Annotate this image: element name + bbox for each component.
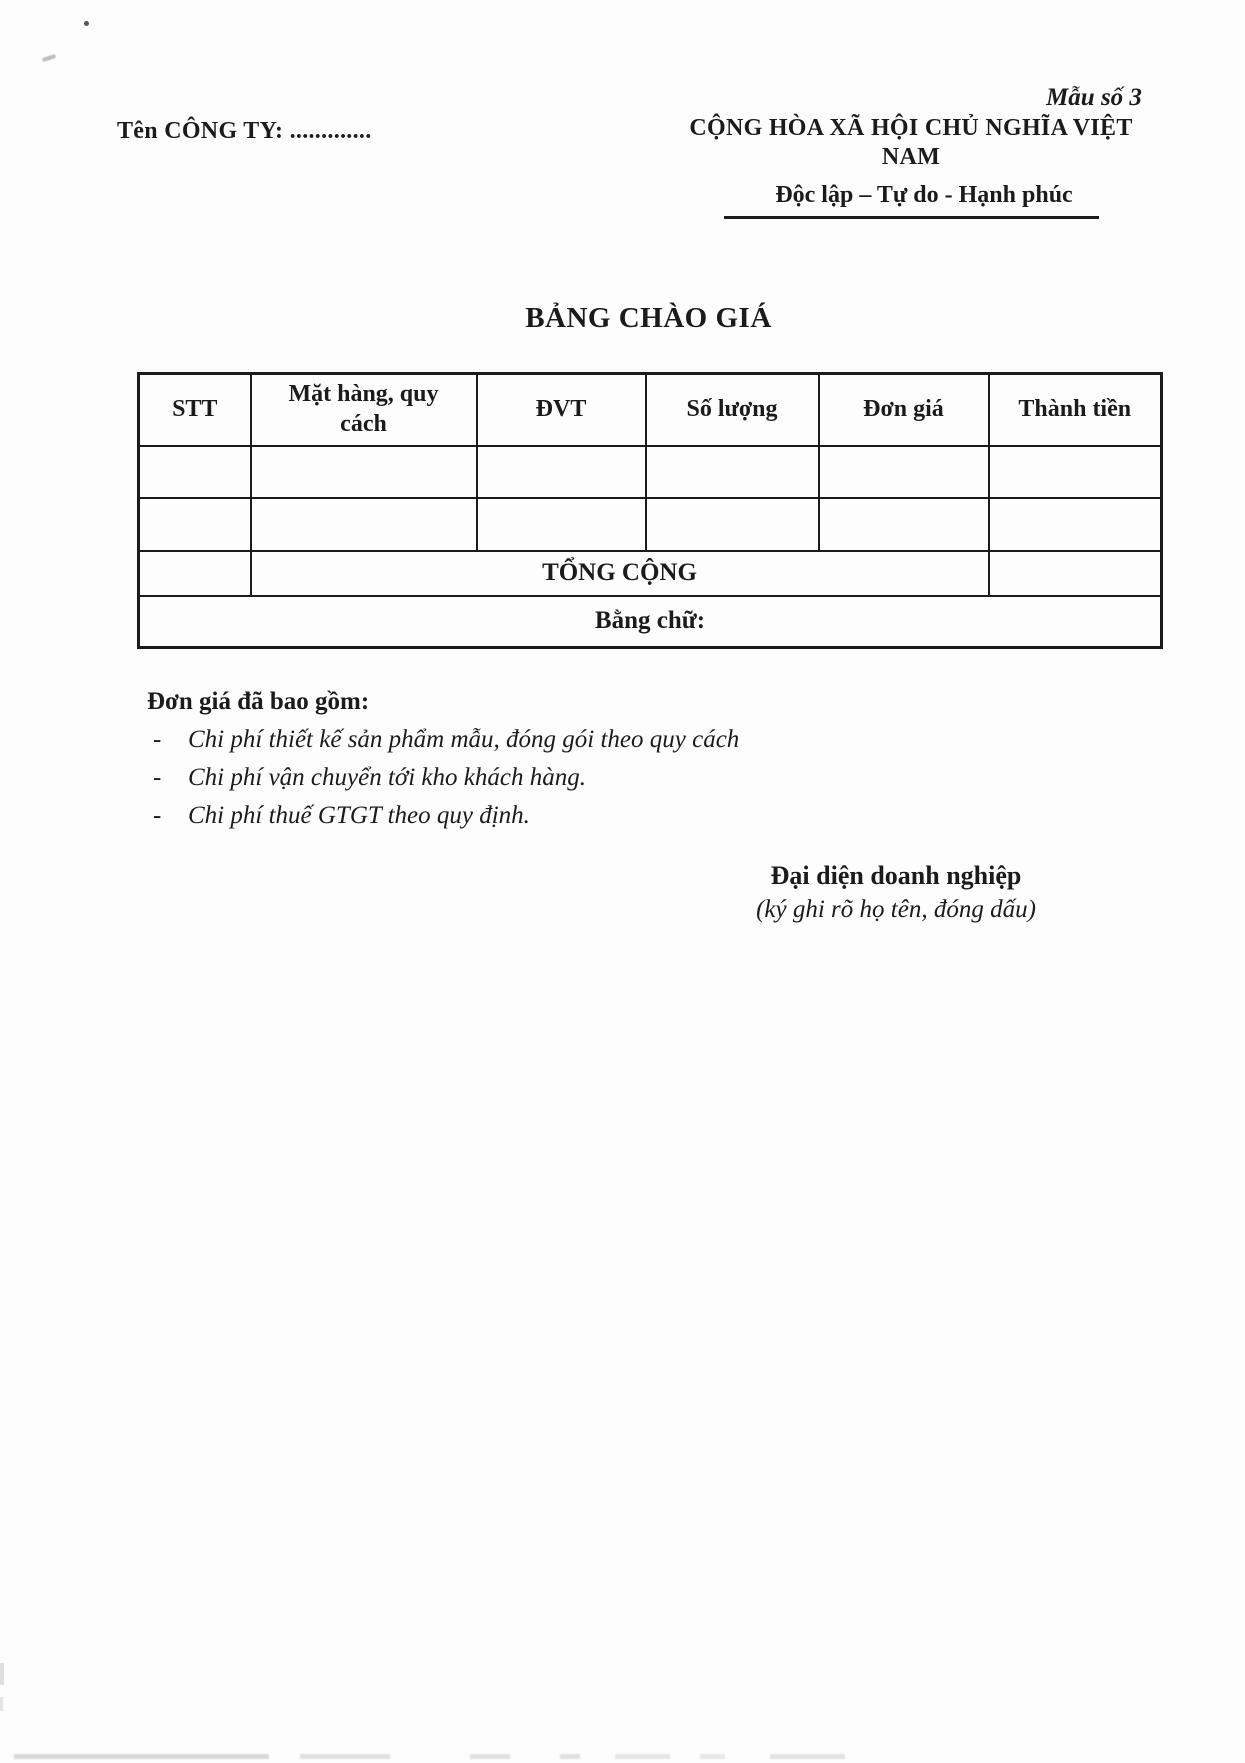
signature-instruction: (ký ghi rõ họ tên, đóng dấu) (756, 896, 1036, 923)
empty-cell (477, 446, 646, 498)
col-header-unit-price: Đơn giá (819, 374, 989, 446)
page-title: BẢNG CHÀO GIÁ (525, 302, 772, 334)
scan-artifact-streak (470, 1754, 510, 1759)
national-header (660, 114, 1162, 219)
table-row (139, 498, 1162, 551)
national-header-line1: CỘNG HÒA XÃ HỘI CHỦ NGHĨA VIỆT NAM (689, 115, 1133, 170)
empty-cell (477, 498, 646, 551)
scan-artifact-edge (0, 1663, 4, 1685)
signature-title: Đại diện doanh nghiệp (770, 861, 1022, 890)
table-header-row (139, 374, 1162, 446)
national-motto: Độc lập – Tự do - Hạnh phúc (775, 182, 1073, 208)
empty-cell (819, 446, 989, 498)
bullet-dash: - (153, 764, 162, 791)
empty-cell (646, 498, 819, 551)
amount-in-words-row (139, 596, 1162, 648)
col-header-quantity: Số lượng (646, 374, 819, 446)
scan-artifact-streak (14, 1754, 269, 1759)
col-header-unit: ĐVT (477, 374, 646, 446)
empty-cell (139, 446, 251, 498)
col-header-item: Mặt hàng, quy cách (251, 374, 477, 446)
form-number: Mẫu số 3 (1046, 84, 1142, 111)
col-header-amount: Thành tiền (989, 374, 1162, 446)
bullet-dash: - (153, 802, 162, 829)
table-row (139, 446, 1162, 498)
col-header-stt: STT (139, 374, 251, 446)
empty-cell (989, 446, 1162, 498)
bullet-dash: - (153, 726, 162, 753)
empty-cell (139, 498, 251, 551)
motto-underline (724, 216, 1099, 219)
empty-cell (139, 551, 251, 596)
amount-in-words-label: Bằng chữ: (139, 596, 1162, 648)
scan-artifact-mark (42, 54, 57, 62)
empty-cell (819, 498, 989, 551)
company-name-label: Tên CÔNG TY: ............. (117, 118, 372, 144)
quotation-table (137, 372, 1163, 649)
scan-artifact-streak (700, 1754, 725, 1759)
total-label: TỔNG CỘNG (251, 551, 989, 596)
list-item (147, 725, 1047, 755)
scan-artifact-streak (560, 1754, 580, 1759)
total-amount-cell (989, 551, 1162, 596)
scan-artifact-streak (300, 1754, 390, 1759)
list-item (147, 801, 1047, 831)
signature-block (696, 861, 1096, 924)
list-item (147, 763, 1047, 793)
note-text: Chi phí vận chuyển tới kho khách hàng. (188, 764, 586, 791)
scan-artifact-dot (84, 21, 89, 26)
notes-intro: Đơn giá đã bao gồm: (147, 688, 370, 715)
note-text: Chi phí thiết kế sản phẩm mẫu, đóng gói theo quy cách (188, 726, 740, 753)
empty-cell (251, 446, 477, 498)
scan-artifact-streak (770, 1754, 845, 1759)
total-row (139, 551, 1162, 596)
note-text: Chi phí thuế GTGT theo quy định. (188, 802, 530, 829)
scan-artifact-streak (615, 1754, 670, 1759)
empty-cell (251, 498, 477, 551)
empty-cell (989, 498, 1162, 551)
empty-cell (646, 446, 819, 498)
price-includes-notes (147, 687, 1047, 831)
scan-artifact-edge (0, 1697, 3, 1711)
